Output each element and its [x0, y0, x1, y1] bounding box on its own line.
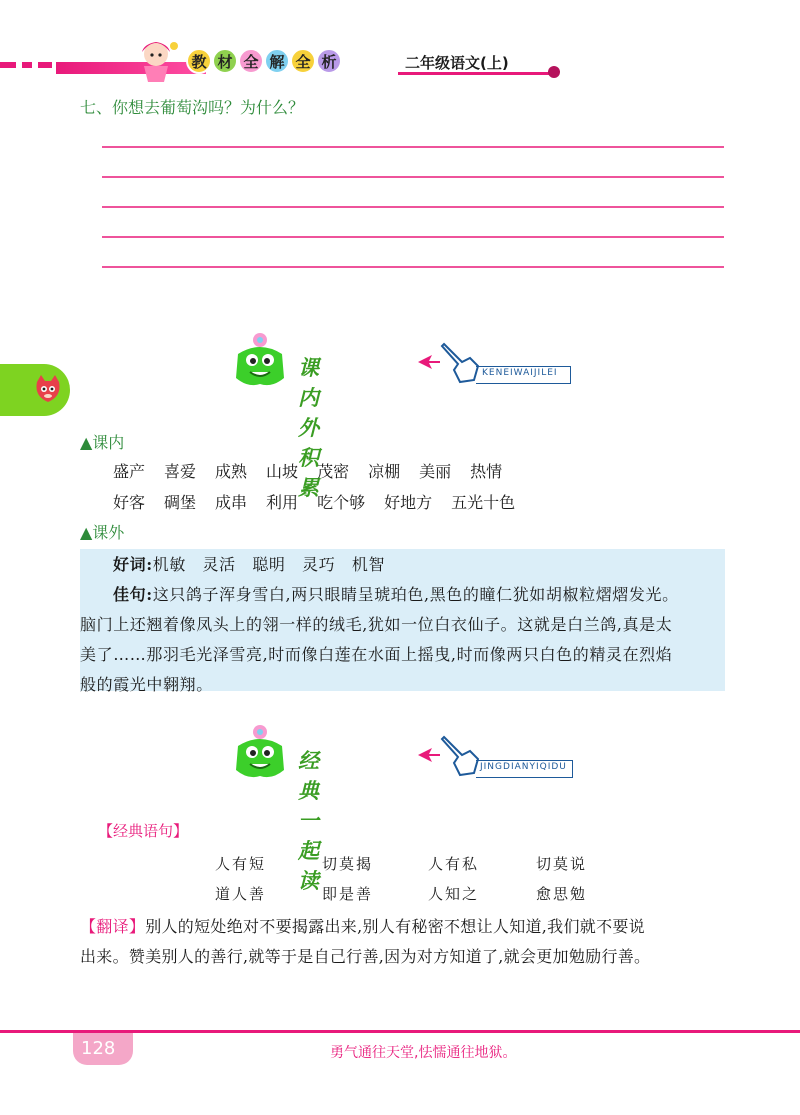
- girl-mascot-icon: [128, 36, 184, 84]
- good-words-label: 好词:: [113, 555, 153, 574]
- title-char: 全: [238, 48, 264, 74]
- verse-line: 人有短: [215, 855, 267, 873]
- verse-line: 即是善: [322, 885, 374, 903]
- banner-pinyin: KENEIWAIJILEI: [482, 368, 558, 378]
- word: 吃个够: [317, 493, 366, 512]
- arrow-icon: [418, 748, 440, 762]
- good-sentence-line: [113, 582, 679, 605]
- title-char: 全: [290, 48, 316, 74]
- word: 五光十色: [451, 493, 516, 512]
- word: 喜爱: [164, 462, 197, 481]
- word: 美丽: [419, 462, 452, 481]
- title-char: 材: [212, 48, 238, 74]
- pen-tip-icon: [548, 66, 560, 78]
- translation-line: [80, 914, 645, 937]
- verse-line: 切莫说: [536, 855, 588, 873]
- word: 好地方: [384, 493, 433, 512]
- title-char: 解: [264, 48, 290, 74]
- page-number: 128: [81, 1038, 116, 1059]
- answer-line[interactable]: [102, 176, 724, 178]
- word-row-2: [113, 490, 534, 513]
- verse-line: 愈思勉: [536, 885, 588, 903]
- good-words: 机敏 灵活 聪明 灵巧 机智: [152, 555, 386, 574]
- word: 好客: [113, 493, 146, 512]
- word: 凉棚: [368, 462, 401, 481]
- verse-line: 人知之: [428, 885, 480, 903]
- inside-class-label: ▲课内: [80, 433, 125, 452]
- question-seven: 七、你想去葡萄沟吗？为什么？: [80, 98, 305, 117]
- cat-face-icon: [34, 374, 62, 404]
- sentence-text: 脑门上还翘着像凤头上的翎一样的绒毛,犹如一位白衣仙子。这就是白兰鸽,真是太: [80, 615, 673, 634]
- answer-line[interactable]: [102, 266, 724, 268]
- header-subtitle: 二年级语文(上): [405, 54, 509, 72]
- green-monster-icon: [228, 330, 292, 394]
- answer-line[interactable]: [102, 236, 724, 238]
- arrow-icon: [418, 355, 440, 369]
- sentence-text: 般的霞光中翱翔。: [80, 675, 213, 694]
- banner-title: 课内外积累: [298, 356, 319, 500]
- word: 碉堡: [164, 493, 197, 512]
- word: 山坡: [266, 462, 299, 481]
- translation-text: 出来。赞美别人的善行,就等于是自己行善,因为对方知道了,就会更加勉励行善。: [80, 947, 651, 966]
- sentence-text: 这只鸽子浑身雪白,两只眼睛呈琥珀色,黑色的瞳仁犹如胡椒粒熠熠发光。: [152, 585, 679, 604]
- good-words-line: [113, 552, 385, 575]
- word: 热情: [470, 462, 503, 481]
- verse-line: 人有私: [428, 855, 480, 873]
- header-underline: [398, 72, 556, 75]
- good-sentence-label: 佳句:: [113, 585, 153, 604]
- outside-class-label: ▲课外: [80, 523, 125, 542]
- classic-sentence-label: 【经典语句】: [98, 822, 189, 840]
- sentence-text: 美了……那羽毛光泽雪亮,时而像白莲在水面上摇曳,时而像两只白色的精灵在烈焰: [80, 645, 673, 664]
- word: 成熟: [215, 462, 248, 481]
- word: 茂密: [317, 462, 350, 481]
- header-dash: [22, 62, 32, 68]
- verse-line: 道人善: [215, 885, 267, 903]
- title-char: 教: [186, 48, 212, 74]
- word: 成串: [215, 493, 248, 512]
- footer-motto: 勇气通往天堂,怯懦通往地狱。: [330, 1045, 517, 1061]
- answer-line[interactable]: [102, 206, 724, 208]
- page-header: [0, 0, 800, 90]
- green-monster-icon: [228, 722, 292, 786]
- word: 利用: [266, 493, 299, 512]
- header-dash: [0, 62, 16, 68]
- banner-title: 经典一起读: [298, 749, 319, 893]
- verse-line: 切莫揭: [322, 855, 374, 873]
- title-char: 析: [316, 48, 342, 74]
- translation-label: 【翻译】: [80, 917, 146, 936]
- word: 盛产: [113, 462, 146, 481]
- translation-text: 别人的短处绝对不要揭露出来,别人有秘密不想让人知道,我们就不要说: [145, 917, 645, 936]
- header-dash: [38, 62, 52, 68]
- word-row-1: [113, 459, 521, 482]
- answer-line[interactable]: [102, 146, 724, 148]
- banner-pinyin: JINGDIANYIQIDU: [480, 762, 567, 772]
